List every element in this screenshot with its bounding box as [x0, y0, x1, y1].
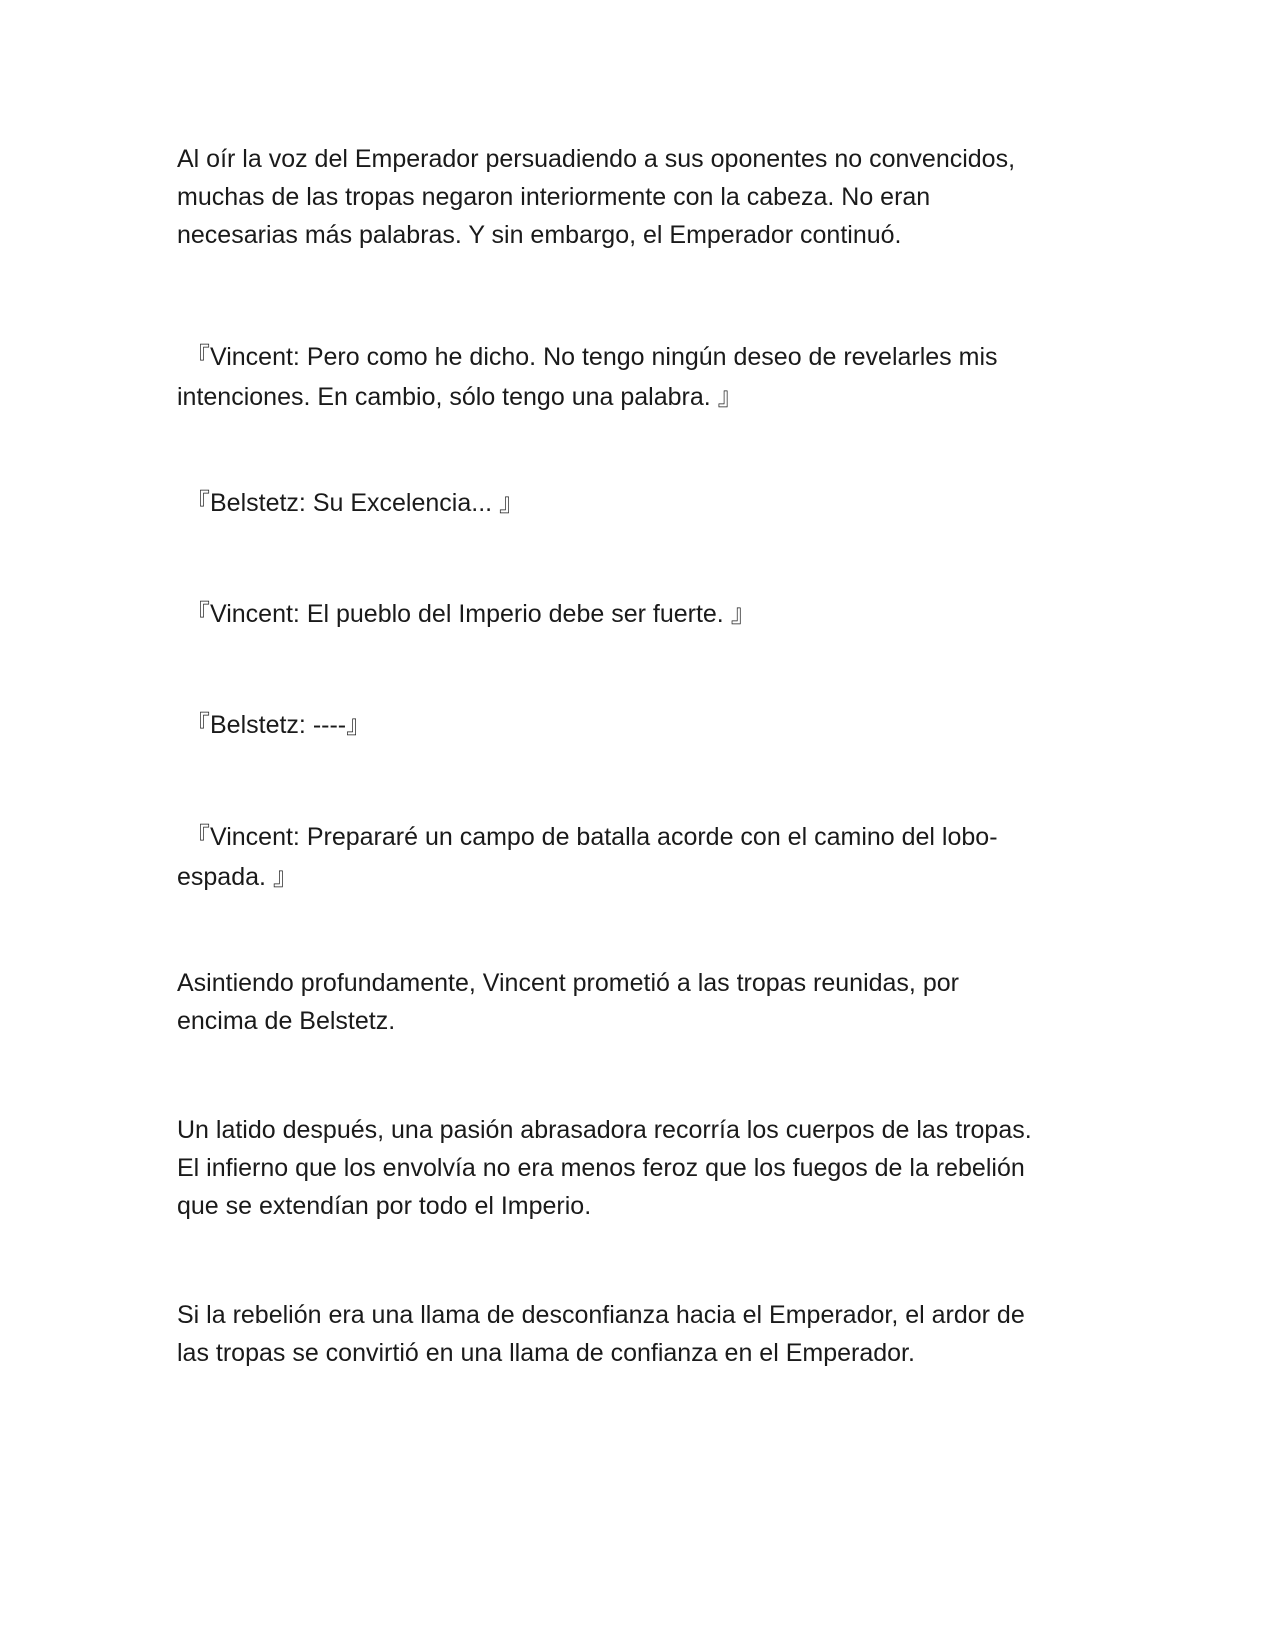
paragraph-line: Un latido después, una pasión abrasadora recorría los cuerpos de las tropas.	[177, 1116, 1032, 1144]
paragraph-line: que se extendían por todo el Imperio.	[177, 1192, 592, 1220]
paragraph-3	[177, 1111, 1097, 1225]
dialogue-belstetz-1	[177, 484, 1097, 522]
paragraph-4	[177, 1296, 1097, 1372]
dialogue-vincent-1	[177, 337, 1097, 417]
dialogue-line: 『Vincent: Pero como he dicho. No tengo ningún deseo de revelarles mis	[185, 343, 998, 371]
dialogue-belstetz-2	[177, 706, 1097, 744]
paragraph-line: Si la rebelión era una llama de desconfianza hacia el Emperador, el ardor de	[177, 1301, 1025, 1329]
paragraph-line: muchas de las tropas negaron interiormente con la cabeza. No eran	[177, 183, 931, 211]
paragraph-line: El infierno que los envolvía no era menos feroz que los fuegos de la rebelión	[177, 1154, 1025, 1182]
paragraph-line: Al oír la voz del Emperador persuadiendo a sus oponentes no convencidos,	[177, 145, 1016, 173]
paragraph-line: Asintiendo profundamente, Vincent prometió a las tropas reunidas, por	[177, 969, 959, 997]
paragraph-line: encima de Belstetz.	[177, 1007, 396, 1035]
paragraph-2	[177, 964, 1097, 1040]
dialogue-line: 『Belstetz: ----』	[185, 711, 372, 739]
paragraph-line: las tropas se convirtió en una llama de confianza en el Emperador.	[177, 1339, 915, 1367]
dialogue-line: 『Vincent: El pueblo del Imperio debe ser fuerte. 』	[185, 600, 756, 628]
dialogue-vincent-3	[177, 817, 1097, 897]
dialogue-line: espada. 』	[177, 863, 298, 891]
dialogue-line: 『Belstetz: Su Excelencia... 』	[185, 489, 525, 517]
dialogue-line: intenciones. En cambio, sólo tengo una palabra. 』	[177, 383, 743, 411]
paragraph-1	[177, 140, 1097, 254]
dialogue-line: 『Vincent: Prepararé un campo de batalla acorde con el camino del lobo-	[185, 823, 998, 851]
paragraph-line: necesarias más palabras. Y sin embargo, el Emperador continuó.	[177, 221, 902, 249]
dialogue-vincent-2	[177, 595, 1097, 633]
